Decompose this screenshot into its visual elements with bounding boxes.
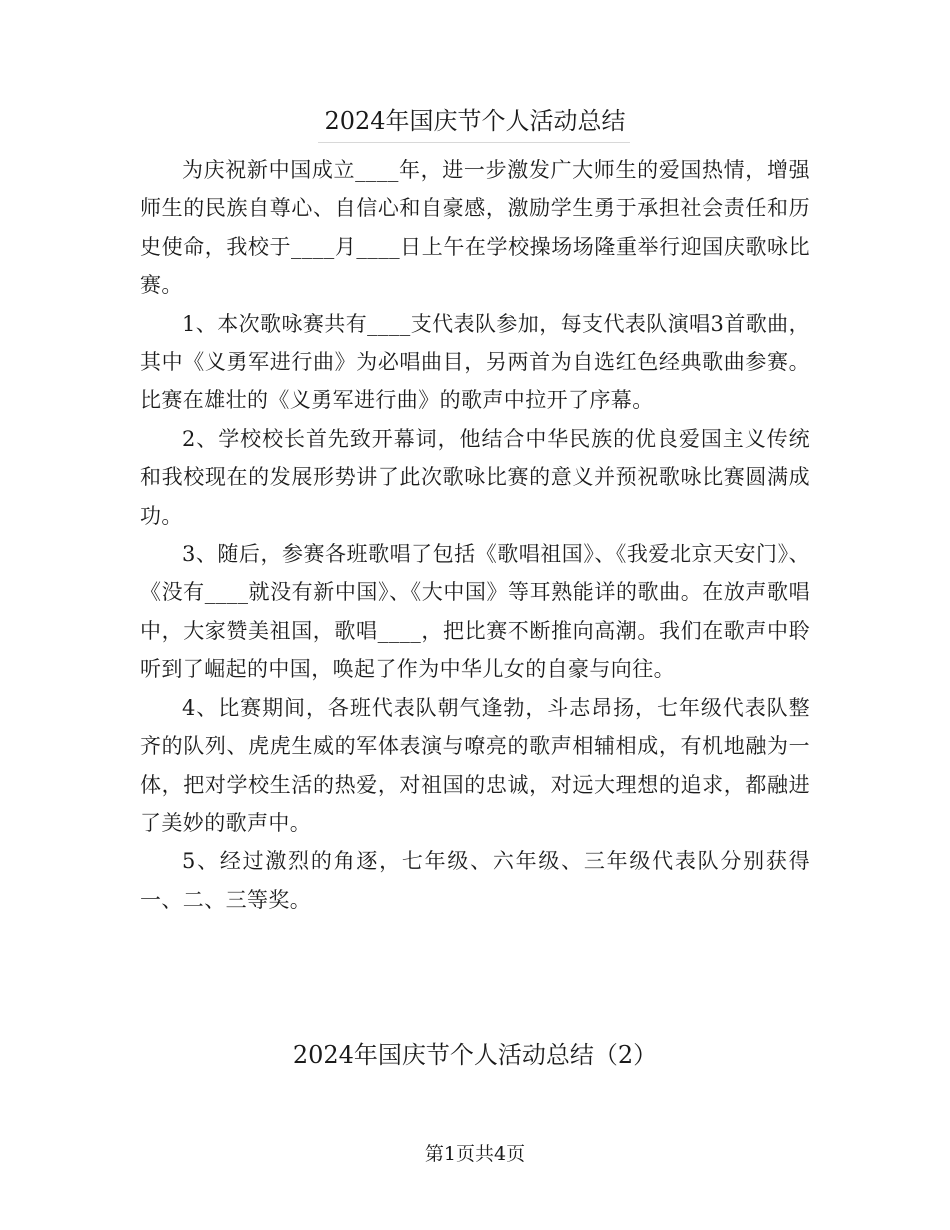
- title-underline: [318, 142, 630, 143]
- paragraph-intro: 为庆祝新中国成立____年，进一步激发广大师生的爱国热情，增强师生的民族自尊心、自信心和自豪感，激励学生勇于承担社会责任和历史使命，我校于____月____日上午在学校操场场隆重举行迎国庆歌咏比赛。: [140, 158, 810, 298]
- paragraph-5: 5、经过激烈的角逐，七年级、六年级、三年级代表队分别获得一、二、三等奖。: [140, 849, 810, 912]
- document-body: [140, 151, 810, 919]
- paragraph-4: 4、比赛期间，各班代表队朝气逢勃，斗志昂扬，七年级代表队整齐的队列、虎虎生威的军体表演与嘹亮的歌声相辅相成，有机地融为一体，把对学校生活的热爱，对祖国的忠诚，对远大理想的追求，都融进了美妙的歌声中。: [140, 695, 810, 835]
- document-title: 2024年国庆节个人活动总结: [324, 107, 626, 135]
- paragraph-1: 1、本次歌咏赛共有____支代表队参加，每支代表队演唱3首歌曲，其中《义勇军进行曲》为必唱曲目，另两首为自选红色经典歌曲参赛。比赛在雄壮的《义勇军进行曲》的歌声中拉开了序幕。: [140, 311, 810, 413]
- page-footer: 第1页共4页: [424, 1143, 526, 1165]
- paragraph-3: 3、随后，参赛各班歌唱了包括《歌唱祖国》、《我爱北京天安门》、《没有____就没有新中国》、《大中国》等耳熟能详的歌曲。在放声歌唱中，大家赞美祖国，歌唱____，把比赛不断推向高潮。我们在歌声中聆听到了崛起的中国，唤起了作为中华儿女的自豪与向往。: [140, 542, 810, 682]
- paragraph-2: 2、学校校长首先致开幕词，他结合中华民族的优良爱国主义传统和我校现在的发展形势讲了此次歌咏比赛的意义并预祝歌咏比赛圆满成功。: [140, 426, 810, 528]
- second-section-title: 2024年国庆节个人活动总结（2）: [292, 1041, 658, 1069]
